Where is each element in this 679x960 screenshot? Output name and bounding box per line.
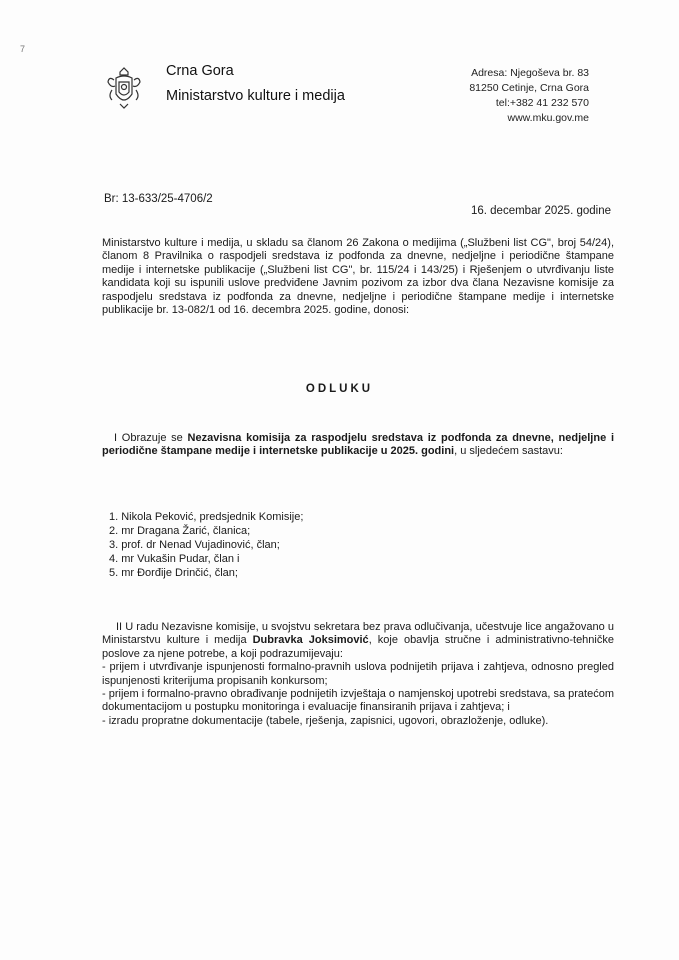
member-item: 4. mr Vukašin Pudar, član i bbox=[109, 553, 240, 565]
section-one bbox=[102, 432, 614, 459]
member-item: 5. mr Đorđije Drinčić, član; bbox=[109, 567, 238, 579]
address-line: www.mku.gov.me bbox=[507, 112, 589, 124]
address-line: tel:+382 41 232 570 bbox=[495, 97, 589, 109]
duty-item: - prijem i formalno-pravno obrađivanje podnijetih izvještaja o namjenskoj upotrebi sredstava, sa pratećom dokumentacijom u postupku monitoringa i evaluacije finansiranih prijava i zahtjeva; i bbox=[102, 688, 614, 714]
section-two-suffix: , koje obavlja stručne i administrativno-tehničke poslove za njene potrebe, a koji podrazumijevaju: bbox=[102, 634, 614, 660]
duty-item: - prijem i utvrđivanje ispunjenosti formalno-pravnih uslova podnijetih prijava i zahtjeva, odnosno pregled ispunjenosti kriterijuma propisanih konkursom; bbox=[102, 661, 614, 687]
section-one-suffix: , u sljedećem sastavu: bbox=[454, 445, 563, 458]
document-date: 16. decembar 2025. godine bbox=[470, 205, 611, 217]
member-item: 1. Nikola Peković, predsjednik Komisije; bbox=[109, 511, 304, 523]
section-two-prefix: II U radu Nezavisne komisije, u svojstvu sekretara bez prava odlučivanja, učestvuje lice angažovano u Ministarstvu kulture i medija bbox=[102, 621, 614, 647]
org-country: Crna Gora bbox=[166, 63, 234, 79]
org-ministry: Ministarstvo kulture i medija bbox=[166, 88, 345, 104]
duty-item: - izradu propratne dokumentacije (tabele, rješenja, zapisnici, ugovori, obrazloženje, odluke). bbox=[102, 714, 549, 727]
section-two bbox=[102, 621, 614, 728]
address-line: 81250 Cetinje, Crna Gora bbox=[469, 82, 589, 94]
section-two-intro bbox=[102, 621, 614, 661]
document-title: ODLUKU bbox=[305, 383, 374, 395]
member-item: 2. mr Dragana Žarić, članica; bbox=[109, 525, 251, 537]
member-item: 3. prof. dr Nenad Vujadinović, član; bbox=[109, 539, 280, 551]
reference-number: Br: 13-633/25-4706/2 bbox=[104, 193, 213, 205]
address-line: Adresa: Njegoševa br. 83 bbox=[471, 67, 589, 79]
section-one-bold: Nezavisna komisija za raspodjelu sredstava iz podfonda za dnevne, nedjeljne i periodične štampane medije i internetske publikacije u 2025. godini bbox=[102, 432, 614, 458]
corner-mark: 7 bbox=[20, 44, 26, 54]
address-block bbox=[469, 66, 589, 126]
section-one-prefix: I Obrazuje se bbox=[114, 432, 188, 444]
member-list bbox=[109, 510, 303, 580]
intro-paragraph: Ministarstvo kulture i medija, u skladu sa članom 26 Zakona o medijima („Službeni list CG", broj 54/24), članom 8 Pravilnika o raspodjeli sredstava iz podfonda za dnevne, nedjeljne i periodične štampane medije i internetske publikacije („Službeni list CG", br. 115/24 i 143/25) i Rješenjem o utvrđivanju liste kandidata koji su ispunili uslove predviđene Javnim pozivom za izbor dva člana Nezavisne komisije za raspodjelu sredstava iz podfonda za dnevne, nedjeljne i periodične štampane medije i internetske publikacije br. 13-082/1 od 16. decembra 2025. godine, donosi: bbox=[102, 237, 614, 317]
montenegro-coat-of-arms-icon bbox=[106, 66, 142, 110]
section-two-bold: Dubravka Joksimović bbox=[252, 634, 369, 647]
